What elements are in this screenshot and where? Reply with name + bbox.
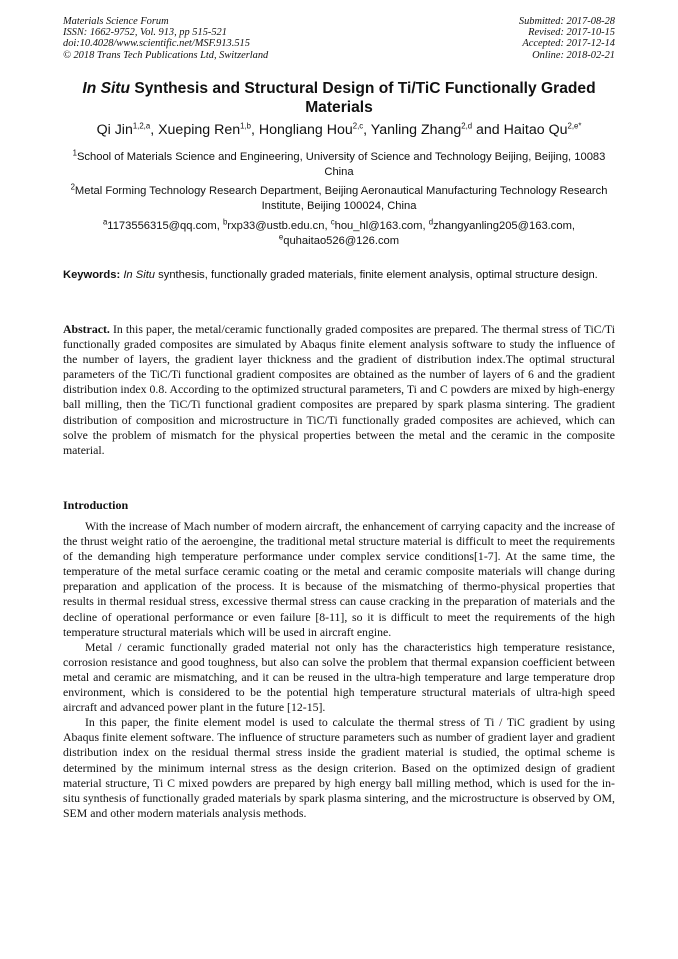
author-sep: , [250, 122, 259, 138]
keywords-text: synthesis, functionally graded materials, finite element analysis, optimal structure design. [155, 269, 598, 281]
author-sep: and [472, 122, 504, 138]
author-list [60, 121, 618, 139]
email-address[interactable]: rxp33@ustb.edu.cn [227, 220, 325, 232]
email-sup: b [222, 217, 228, 227]
author-sup: 2,c [352, 121, 364, 131]
email-sep: , [324, 220, 331, 232]
email-sep: , [216, 220, 223, 232]
introduction-body [63, 519, 615, 821]
author-sup: 2,d [461, 121, 473, 131]
date-accepted: Accepted: 2017-12-14 [522, 38, 615, 50]
author-name: Haitao Qu [503, 122, 568, 138]
section-heading-introduction: Introduction [63, 498, 129, 512]
affiliation-text: Metal Forming Technology Research Department, Beijing Aeronautical Manufacturing Technology Research Institute, Beijing 100024, China [74, 185, 608, 212]
abstract [63, 322, 615, 458]
email-list [60, 219, 618, 249]
author-sup: 2,e* [567, 121, 582, 131]
affiliation-2 [60, 184, 618, 214]
paper-title [60, 79, 618, 117]
abstract-paragraph [63, 322, 615, 458]
email-sup: e [278, 232, 284, 242]
author-name: Hongliang Hou [258, 122, 353, 138]
author-name: Xueping Ren [158, 122, 241, 138]
author-name: Yanling Zhang [370, 122, 462, 138]
affiliation-sup: 2 [70, 182, 75, 192]
date-online: Online: 2018-02-21 [532, 49, 615, 61]
journal-copyright: © 2018 Trans Tech Publications Ltd, Switzerland [63, 49, 269, 61]
affiliation-sup: 1 [72, 148, 77, 158]
author-sep: , [150, 122, 159, 138]
title-rest: Synthesis and Structural Design of Ti/TiC Functionally Graded Materials [130, 80, 596, 116]
author-sup: 1,b [240, 121, 251, 131]
affiliation-1 [60, 150, 618, 180]
keywords-italic: In Situ [123, 269, 156, 281]
email-address[interactable]: 1173556315@qq.com [107, 220, 217, 232]
email-sup: a [102, 217, 108, 227]
journal-doi: doi:10.4028/www.scientific.net/MSF.913.515 [63, 38, 250, 50]
intro-paragraph: With the increase of Mach number of modern aircraft, the enhancement of carrying capacity and the increase of the thrust weight ratio of the aeroengine, the traditional metal structure material is difficult to meet the requirements of the demanding high temperature performance under complex service conditions[1-7]. At the same time, the temperature of the metal surface ceramic coating or the metal and ceramic composite materials will change during preparation and application of the process. It is because of the mismatching of thermo-physical properties that results in thermal residual stress, excessive thermal stress can cause cracking in the preparation of materials and the decline of operational performance or even failure [8-11], so it is difficult to meet the requirements of the high temperature structural materials which will be used in aircraft engine. [63, 519, 615, 639]
email-sup: d [428, 217, 434, 227]
email-address[interactable]: quhaitao526@126.com [283, 235, 400, 247]
email-address[interactable]: hou_hl@163.com [334, 220, 423, 232]
submission-dates [519, 16, 615, 61]
author-name: Qi Jin [96, 122, 133, 138]
abstract-label: Abstract. [63, 322, 110, 336]
journal-name: Materials Science Forum [63, 16, 169, 27]
date-revised: Revised: 2017-10-15 [528, 27, 615, 39]
email-sup: c [330, 217, 335, 227]
email-address[interactable]: zhangyanling205@163.com [433, 220, 572, 232]
journal-issn: ISSN: 1662-9752, Vol. 913, pp 515-521 [63, 27, 227, 39]
abstract-text: In this paper, the metal/ceramic functionally graded composites are prepared. The thermal stress of TiC/Ti functionally graded composites are simulated by Abaqus finite element analysis software to study the influence of the number of layers, the gradient layer thickness and the gradient of distribution index.The optimal structural parameters of the TiC/Ti functional gradient composites are obtained as the number of layers of 6 and the gradient distribution index 0.8. According to the optimized structural parameters, Ti and C powders are mixed by high-energy ball milling, then the TiC/Ti functional gradient composites are prepared by spark plasma sintering. The gradient distribution of composition and microstructure in TiC/Ti functionally graded composites are achieved, which can solve the problem of mismatch for the physical properties between the metal and the ceramic in the composite material. [63, 322, 615, 457]
author-sep: , [363, 122, 371, 138]
date-submitted: Submitted: 2017-08-28 [518, 16, 615, 27]
journal-info [63, 16, 268, 61]
intro-paragraph: Metal / ceramic functionally graded material not only has the characteristics high temperature resistance, corrosion resistance and good toughness, but also can solve the problem that thermal expansion coefficient between metal and ceramic are mismatching, and it can be reused in the ultra-high temperature and large temperature drop environment, which is considered to be the potential high temperature structural materials of ultra-high speed aircraft and advanced power plant in the future [12-15]. [63, 639, 615, 715]
email-sep: , [422, 220, 429, 232]
title-italic: In Situ [82, 80, 131, 97]
keywords-label: Keywords: [63, 269, 121, 281]
author-sup: 1,2,a [132, 121, 151, 131]
intro-paragraph: In this paper, the finite element model is used to calculate the thermal stress of Ti / TiC gradient by using Abaqus finite element software. The influence of structure parameters such as number of gradient layer and gradient distribution index on the residual thermal stress inside the gradient material is studied, the optimal scheme is determined by the minimum internal stress as the design criterion. Based on the optimized design of gradient material structure, Ti C mixed powders are prepared by high energy ball milling method, which is used for the in-situ synthesis of functionally graded materials by spark plasma sintering, and the microstructure is observed by OM, SEM and other modern materials analysis methods. [63, 715, 615, 820]
email-sep: , [571, 220, 576, 232]
affiliation-text: School of Materials Science and Engineering, University of Science and Technology Beijing, Beijing, 10083 China [76, 151, 606, 178]
keywords [63, 268, 615, 284]
